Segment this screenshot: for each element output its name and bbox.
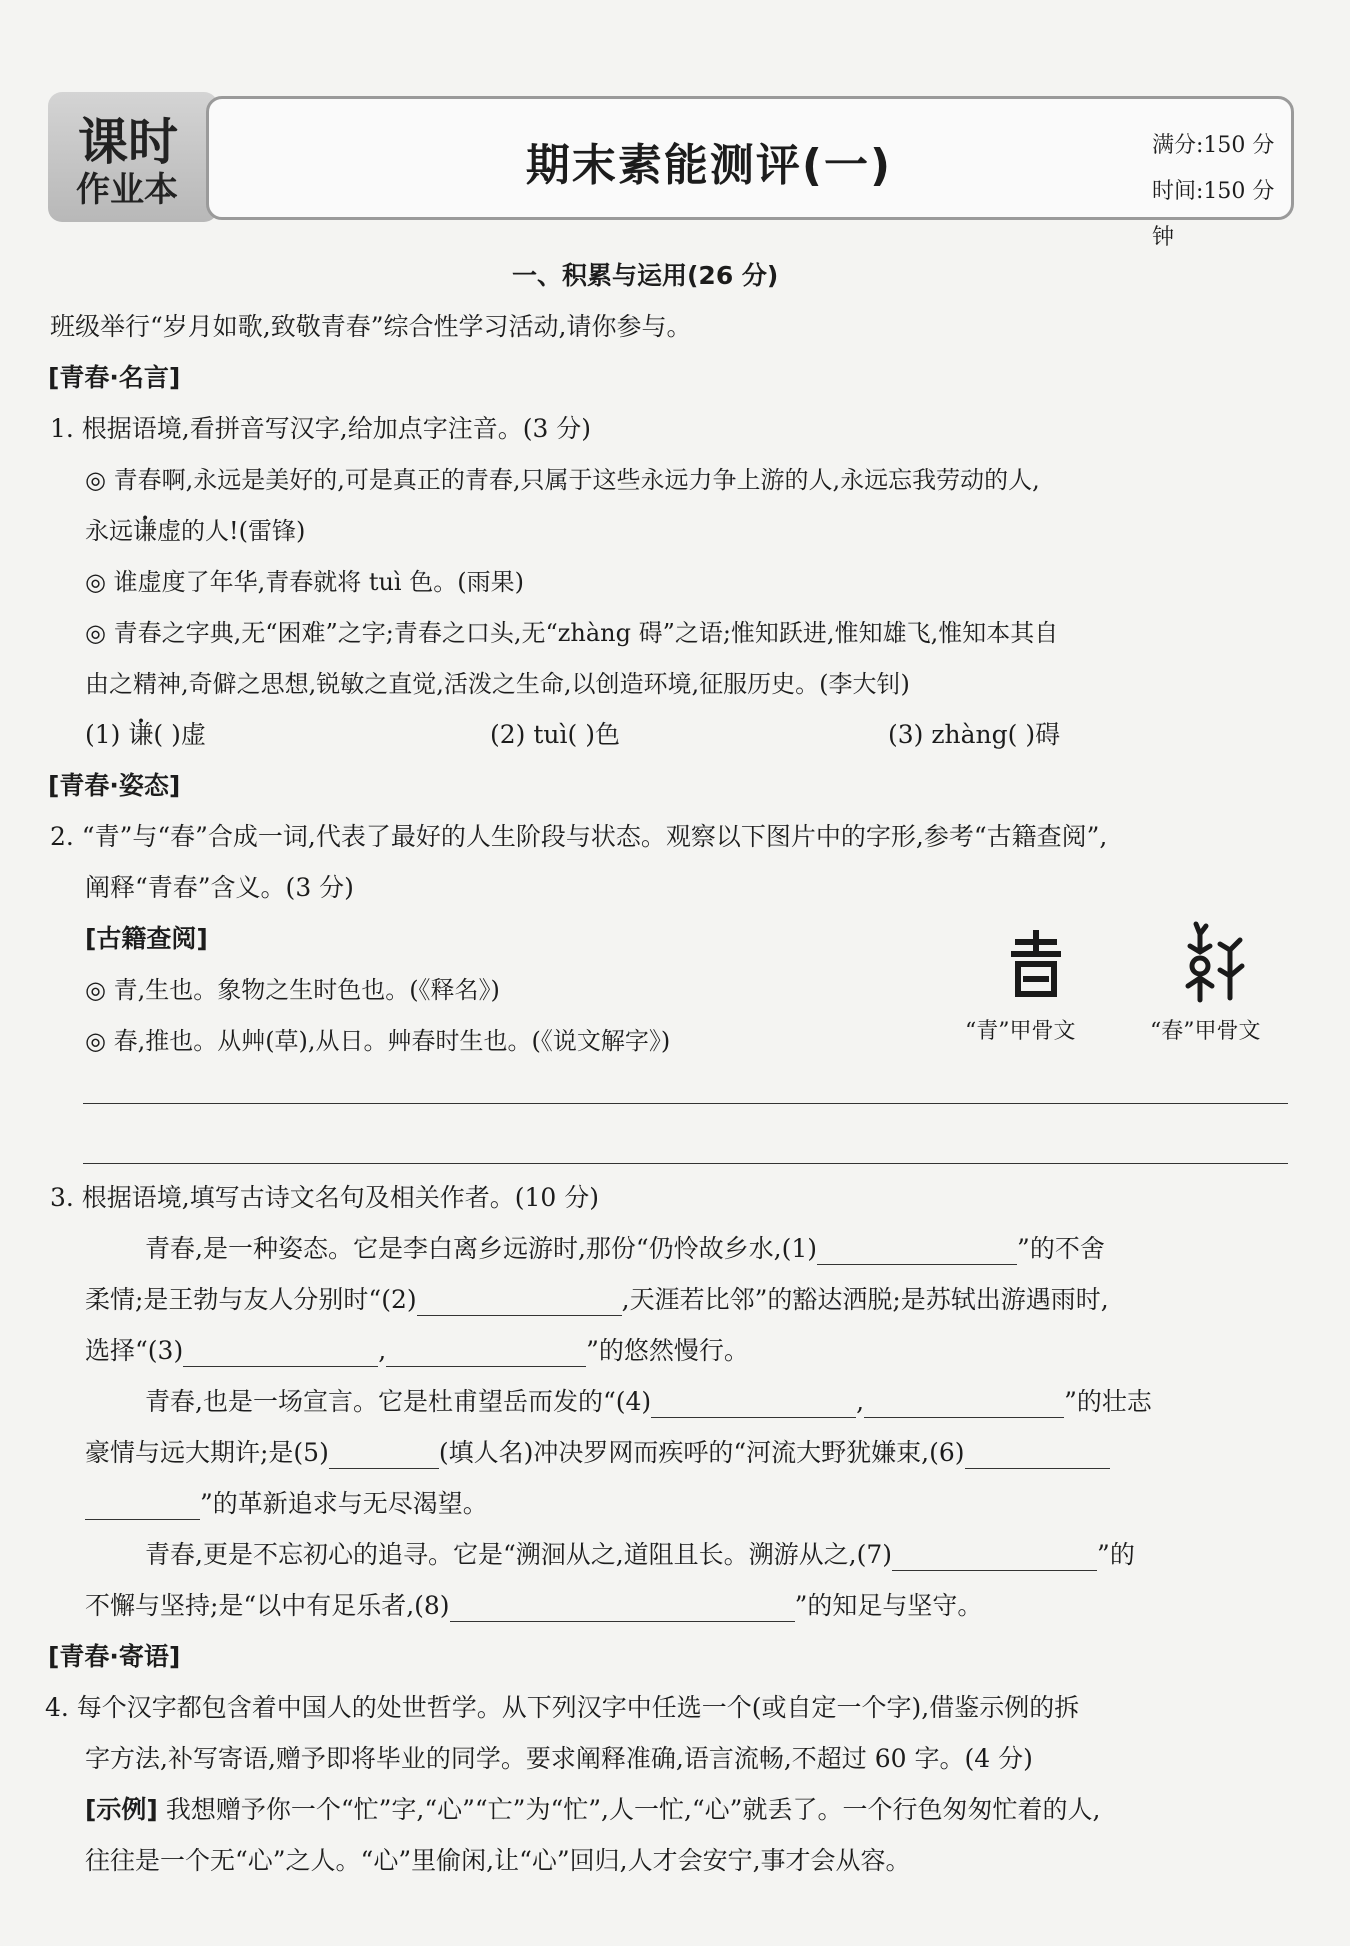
oracle-chun-icon bbox=[1182, 920, 1248, 1004]
q3-text: 青春,也是一场宣言。它是杜甫望岳而发的“(4) bbox=[145, 1387, 652, 1416]
q1-a1-rest: ( )虚 bbox=[153, 720, 206, 749]
q3-text: ”的革新追求与无尽渴望。 bbox=[200, 1489, 488, 1518]
q3-p2-line3 bbox=[85, 1487, 488, 1521]
q3-p3-line2 bbox=[85, 1589, 982, 1623]
q3-text: , bbox=[378, 1336, 387, 1365]
logo-line1: 课时 bbox=[78, 113, 178, 171]
full-score: 满分:150 分 bbox=[1152, 133, 1275, 158]
q2-stem-line1: 2. “青”与“春”合成一词,代表了最好的人生阶段与状态。观察以下图片中的字形,参考“古籍查阅”, bbox=[50, 822, 1108, 851]
q1-quote1-line2 bbox=[85, 514, 305, 548]
q4-stem-line2: 字方法,补写寄语,赠予即将毕业的同学。要求阐释准确,语言流畅,不超过 60 字。(4 分) bbox=[85, 1744, 1033, 1773]
q2-stem-line2: 阐释“青春”含义。(3 分) bbox=[85, 873, 354, 902]
section-title: 一、积累与运用(26 分) bbox=[512, 261, 779, 290]
q1-a1-dotted: 谦 bbox=[128, 720, 154, 749]
oracle-chun-caption: “春”甲骨文 bbox=[1150, 1019, 1261, 1044]
q1-line2-pre: 永远 bbox=[85, 517, 133, 545]
tag-ancient-reference: [古籍查阅] bbox=[85, 924, 208, 953]
tag-famous-quotes: [青春·名言] bbox=[48, 363, 181, 392]
q2-reference-2: ◎ 春,推也。从艸(草),从日。艸春时生也。(《说文解字》) bbox=[85, 1027, 671, 1055]
q1-quote2: ◎ 谁虚度了年华,青春就将 tuì 色。(雨果) bbox=[85, 568, 524, 596]
q3-text: ”的知足与坚守。 bbox=[794, 1591, 983, 1620]
q3-p1-line1 bbox=[145, 1232, 1105, 1266]
example-text: 我想赠予你一个“忙”字,“心”“亡”为“忙”,人一忙,“心”就丢了。一个行色匆匆忙着的人, bbox=[165, 1795, 1101, 1824]
q3-p3-line1 bbox=[145, 1538, 1135, 1572]
q4-stem-line1: 4. 每个汉字都包含着中国人的处世哲学。从下列汉字中任选一个(或自定一个字),借鉴示例的拆 bbox=[45, 1693, 1080, 1722]
fill-blank-4b[interactable] bbox=[864, 1389, 1064, 1418]
fill-blank-3a[interactable] bbox=[183, 1338, 378, 1367]
fill-blank-7[interactable] bbox=[892, 1542, 1097, 1571]
page-title: 期末素能测评(一) bbox=[525, 140, 893, 191]
exam-time: 时间:150 分钟 bbox=[1152, 179, 1275, 250]
q2-reference-1: ◎ 青,生也。象物之生时色也。(《释名》) bbox=[85, 976, 500, 1004]
fill-blank-1[interactable] bbox=[817, 1236, 1017, 1265]
q3-text: ”的悠然慢行。 bbox=[586, 1336, 749, 1365]
fill-blank-8[interactable] bbox=[450, 1593, 795, 1622]
q4-example-line1 bbox=[85, 1793, 1100, 1827]
section-intro: 班级举行“岁月如歌,致敬青春”综合性学习活动,请你参与。 bbox=[50, 312, 692, 341]
fill-blank-4a[interactable] bbox=[651, 1389, 856, 1418]
q3-text: 不懈与坚持;是“以中有足乐者,(8) bbox=[85, 1591, 450, 1620]
q3-text: (填人名)冲决罗网而疾呼的“河流大野犹嫌束,(6) bbox=[438, 1438, 965, 1467]
logo bbox=[48, 92, 218, 222]
q3-text: ,天涯若比邻”的豁达洒脱;是苏轼出游遇雨时, bbox=[621, 1285, 1109, 1314]
q1-quote3-line2: 由之精神,奇僻之思想,锐敏之直觉,活泼之生命,以创造环境,征服历史。(李大钊) bbox=[85, 670, 910, 698]
q1-stem: 1. 根据语境,看拼音写汉字,给加点字注音。(3 分) bbox=[50, 414, 592, 443]
q1-answer-1[interactable] bbox=[85, 718, 206, 752]
title-box bbox=[206, 96, 1294, 250]
q3-stem: 3. 根据语境,填写古诗文名句及相关作者。(10 分) bbox=[50, 1183, 600, 1212]
q3-text: 选择“(3) bbox=[85, 1336, 184, 1365]
score-info bbox=[1152, 123, 1291, 261]
q3-p2-line1 bbox=[145, 1385, 1152, 1419]
q3-text: 青春,更是不忘初心的追寻。它是“溯洄从之,道阻且长。溯游从之,(7) bbox=[145, 1540, 893, 1569]
q3-text: 豪情与远大期许;是(5) bbox=[85, 1438, 329, 1467]
logo-line2: 作业本 bbox=[76, 170, 178, 210]
q1-quote1-line1: ◎ 青春啊,永远是美好的,可是真正的青春,只属于这些永远力争上游的人,永远忘我劳动的人, bbox=[85, 466, 1040, 494]
header bbox=[48, 92, 1288, 250]
q1-a1-num: (1) bbox=[85, 720, 121, 749]
q1-answer-2[interactable]: (2) tuì( )色 bbox=[490, 720, 620, 749]
q1-answer-3[interactable]: (3) zhàng( )碍 bbox=[888, 720, 1061, 749]
fill-blank-2[interactable] bbox=[417, 1287, 622, 1316]
q3-text: ”的壮志 bbox=[1064, 1387, 1152, 1416]
q3-text: ”的不舍 bbox=[1017, 1234, 1105, 1263]
dotted-char: 谦 bbox=[133, 517, 157, 545]
q3-p1-line2 bbox=[85, 1283, 1109, 1317]
tag-message: [青春·寄语] bbox=[48, 1642, 181, 1671]
q3-text: 柔情;是王勃与友人分别时“(2) bbox=[85, 1285, 417, 1314]
q3-p1-line3 bbox=[85, 1334, 749, 1368]
q1-line2-post: 虚的人!(雷锋) bbox=[157, 517, 306, 545]
fill-blank-5[interactable] bbox=[329, 1440, 439, 1469]
q2-answer-line[interactable] bbox=[83, 1103, 1288, 1104]
q3-text: , bbox=[856, 1387, 865, 1416]
fill-blank-3b[interactable] bbox=[386, 1338, 586, 1367]
example-tag: [示例] bbox=[85, 1795, 158, 1824]
q3-p2-line2 bbox=[85, 1436, 1110, 1470]
oracle-qing-caption: “青”甲骨文 bbox=[965, 1019, 1076, 1044]
oracle-qing-icon bbox=[1008, 930, 1064, 1000]
q2-answer-line[interactable] bbox=[83, 1163, 1288, 1164]
fill-blank-6a[interactable] bbox=[965, 1440, 1110, 1469]
fill-blank-6b[interactable] bbox=[85, 1491, 200, 1520]
tag-attitude: [青春·姿态] bbox=[48, 771, 181, 800]
q4-example-line2: 往往是一个无“心”之人。“心”里偷闲,让“心”回归,人才会安宁,事才会从容。 bbox=[85, 1846, 911, 1875]
q3-text: ”的 bbox=[1097, 1540, 1135, 1569]
q1-quote3-line1: ◎ 青春之字典,无“困难”之字;青春之口头,无“zhàng 碍”之语;惟知跃进,惟知雄飞,惟知本其自 bbox=[85, 619, 1059, 647]
q3-text: 青春,是一种姿态。它是李白离乡远游时,那份“仍怜故乡水,(1) bbox=[145, 1234, 818, 1263]
